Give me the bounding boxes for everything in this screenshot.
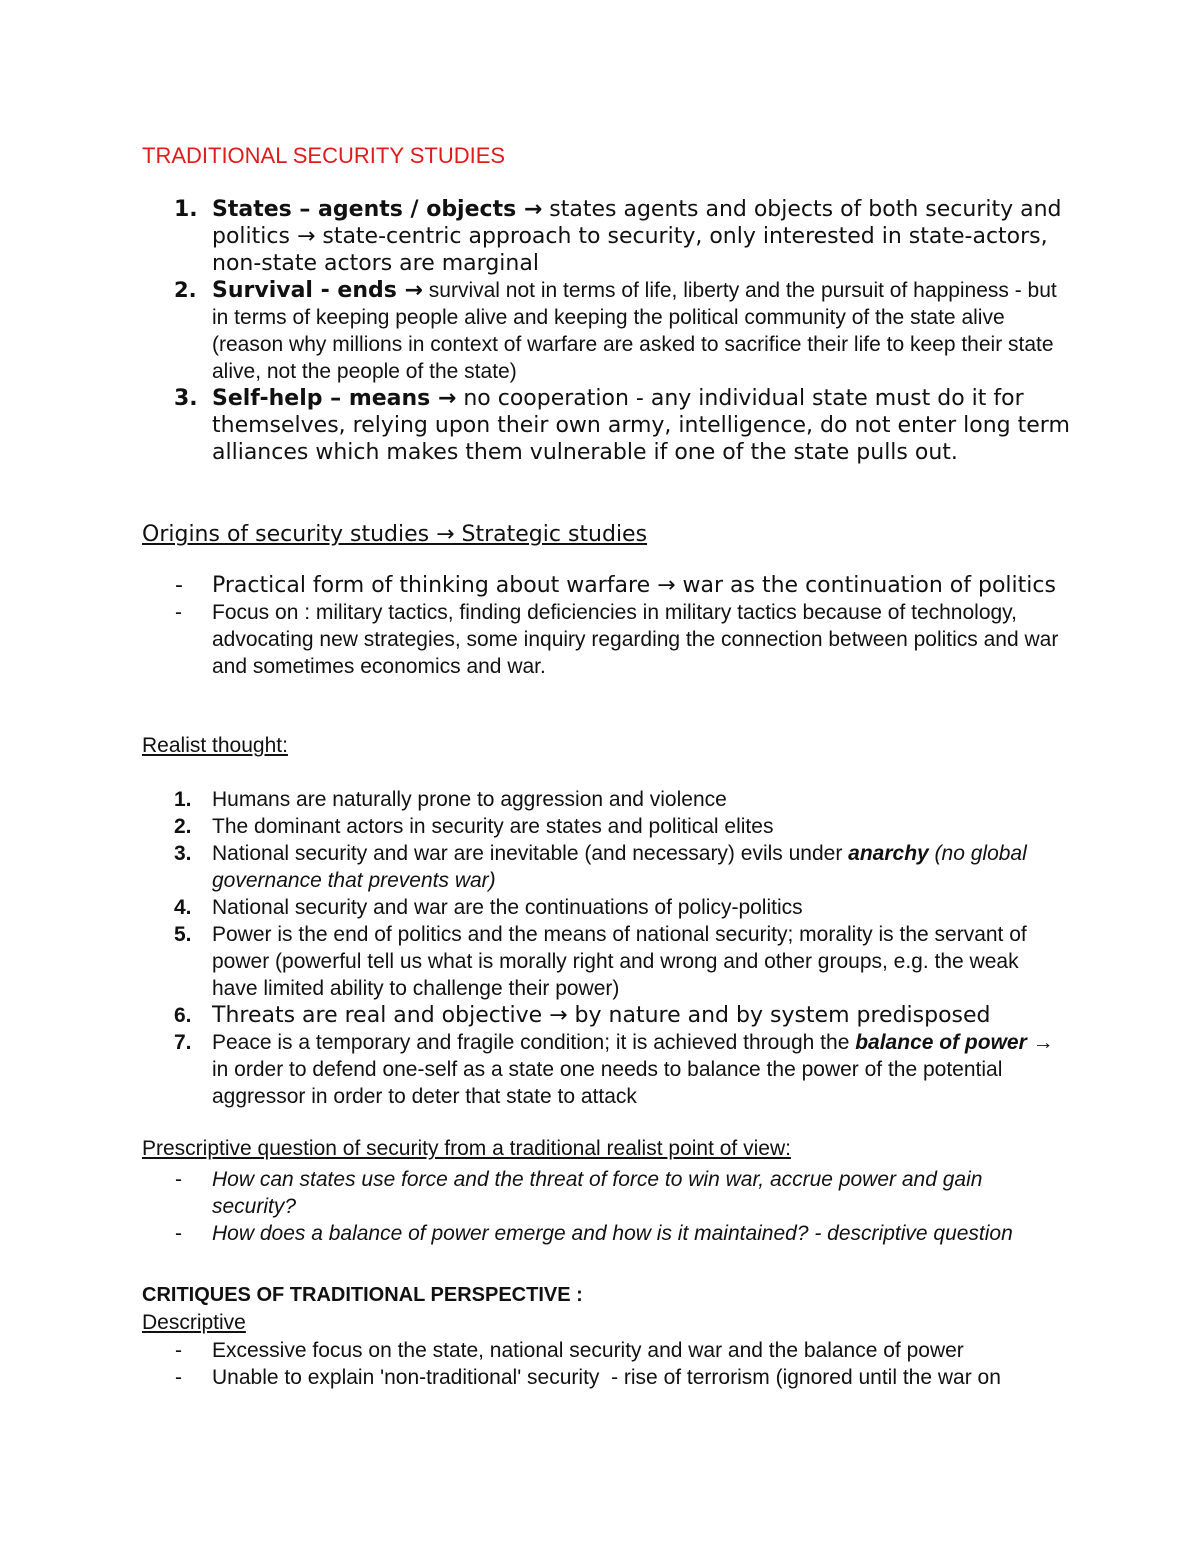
list-item xyxy=(142,572,1062,599)
list-item xyxy=(142,385,1072,466)
item-text: (no global governance that prevents war) xyxy=(212,842,1027,892)
origins-list xyxy=(142,572,1062,680)
realist-list xyxy=(142,786,1062,1110)
item-text: Power is the end of politics and the means of national security; morality is the servant of power (powerful tell us what is morally right and wrong and other groups, e.g. the weak have limited ability to challenge their power) xyxy=(212,923,1027,1000)
critiques-subheading: Descriptive xyxy=(142,1311,246,1334)
list-number: 2. xyxy=(174,278,197,302)
list-item xyxy=(142,1220,1062,1247)
item-emphasis: anarchy xyxy=(848,842,929,865)
dash-bullet: - xyxy=(175,1168,182,1191)
list-item xyxy=(142,277,1072,385)
list-item xyxy=(142,894,1062,921)
item-text: How does a balance of power emerge and how is it maintained? - descriptive question xyxy=(212,1222,1013,1245)
item-text: Practical form of thinking about warfare → war as the continuation of politics xyxy=(212,573,1056,598)
dash-bullet: - xyxy=(175,573,183,598)
critiques-heading: CRITIQUES OF TRADITIONAL PERSPECTIVE : xyxy=(142,1284,583,1306)
item-text: states agents and objects of both security and politics → state-centric approach to security, only interested in state-actors, non-state actors are marginal xyxy=(212,197,1062,276)
item-text: The dominant actors in security are states and political elites xyxy=(212,815,774,838)
list-number: 7. xyxy=(174,1031,192,1054)
realist-heading: Realist thought: xyxy=(142,734,288,757)
item-lead: States – agents / objects → xyxy=(212,197,543,222)
dash-bullet: - xyxy=(175,1339,182,1362)
list-number: 1. xyxy=(174,197,198,222)
list-item xyxy=(142,1166,1062,1220)
list-item xyxy=(142,813,1062,840)
item-text: How can states use force and the threat of force to win war, accrue power and gain security? xyxy=(212,1168,983,1218)
item-text: in order to defend one-self as a state one needs to balance the power of the potential aggressor in order to deter that state to attack xyxy=(212,1058,1003,1108)
prescriptive-heading: Prescriptive question of security from a traditional realist point of view: xyxy=(142,1137,791,1160)
origins-heading: Origins of security studies → Strategic studies xyxy=(142,522,648,547)
item-text: no cooperation - any individual state must do it for themselves, relying upon their own army, intelligence, do not enter long term alliances which makes them vulnerable if one of the state pulls out. xyxy=(212,386,1070,465)
item-text: National security and war are the continuations of policy-politics xyxy=(212,896,803,919)
page-title: TRADITIONAL SECURITY STUDIES xyxy=(142,143,506,168)
item-text: Threats are real and objective → by nature and by system predisposed xyxy=(212,1003,991,1028)
item-text: Peace is a temporary and fragile condition; it is achieved through the xyxy=(212,1031,856,1054)
item-text: Humans are naturally prone to aggression and violence xyxy=(212,788,727,811)
item-lead: Survival - ends → xyxy=(212,278,423,303)
item-text: Unable to explain 'non-traditional' security - rise of terrorism (ignored until the war on xyxy=(212,1366,1001,1389)
list-number: 6. xyxy=(174,1004,192,1027)
item-emphasis: balance of power → xyxy=(855,1031,1054,1054)
list-item xyxy=(142,599,1062,680)
prescriptive-list xyxy=(142,1166,1062,1247)
list-item xyxy=(142,1337,1062,1364)
list-item xyxy=(142,1029,1062,1110)
list-number: 3. xyxy=(174,842,192,865)
dash-bullet: - xyxy=(175,1366,182,1389)
critiques-list xyxy=(142,1337,1062,1391)
list-number: 1. xyxy=(174,788,192,811)
item-text: survival not in terms of life, liberty and the pursuit of happiness - but in terms of keeping people alive and keeping the political community of the state alive (reason why millions in context of warfare are asked to sacrifice their life to keep their state alive, not the people of the state) xyxy=(212,279,1057,383)
list-number: 4. xyxy=(174,896,192,919)
list-item xyxy=(142,1002,1062,1029)
item-text: Focus on : military tactics, finding deficiencies in military tactics because of technology, advocating new strategies, some inquiry regarding the connection between politics and war and sometimes economics and war. xyxy=(212,601,1059,678)
list-item xyxy=(142,840,1062,894)
dash-bullet: - xyxy=(175,601,182,624)
list-item xyxy=(142,786,1062,813)
dash-bullet: - xyxy=(175,1222,182,1245)
list-item xyxy=(142,196,1072,277)
item-lead: Self-help – means → xyxy=(212,386,457,411)
list-number: 5. xyxy=(174,923,192,946)
list-item xyxy=(142,921,1062,1002)
core-assumptions-list xyxy=(142,196,1072,466)
list-number: 3. xyxy=(174,386,198,411)
list-number: 2. xyxy=(174,815,192,838)
item-text: Excessive focus on the state, national security and war and the balance of power xyxy=(212,1339,964,1362)
list-item xyxy=(142,1364,1062,1391)
item-text: National security and war are inevitable (and necessary) evils under xyxy=(212,842,849,865)
